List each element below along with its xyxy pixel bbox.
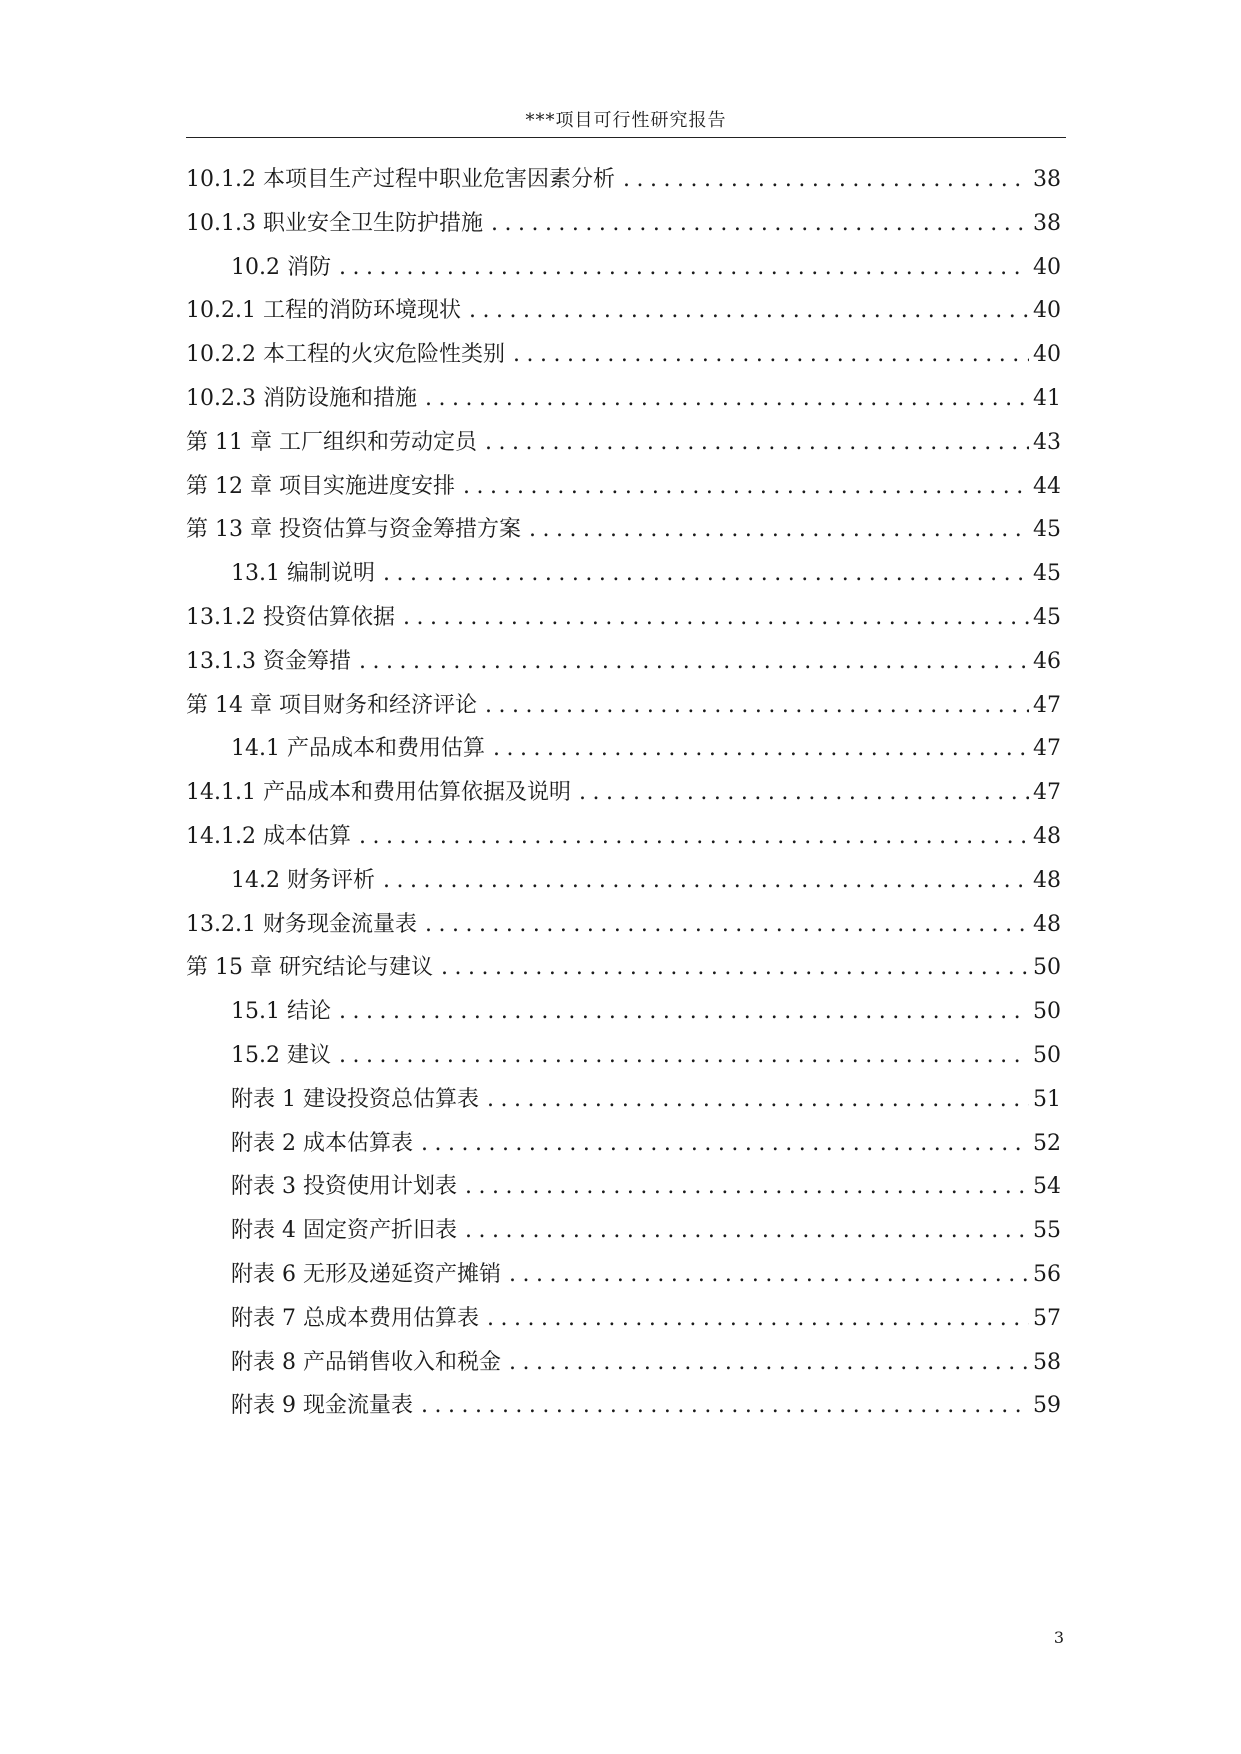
toc-entry-page: 40 — [1033, 298, 1061, 324]
toc-entry-page: 45 — [1033, 517, 1061, 543]
toc-entry-label: 附表 6 无形及递延资产摊销 — [231, 1261, 501, 1287]
toc-leader-dots — [359, 815, 1029, 859]
toc-entry-label: 第 14 章 项目财务和经济评论 — [186, 692, 477, 718]
toc-entry-page: 38 — [1033, 210, 1061, 236]
toc-entry[interactable] — [186, 1297, 1061, 1341]
toc-leader-dots — [421, 1384, 1029, 1428]
toc-entry-page: 55 — [1033, 1218, 1061, 1244]
toc-entry[interactable] — [186, 1341, 1061, 1385]
toc-entry-page: 58 — [1033, 1349, 1061, 1375]
toc-entry-label: 第 15 章 研究结论与建议 — [186, 955, 433, 981]
toc-entry-page: 46 — [1033, 648, 1061, 674]
toc-entry-label: 附表 9 现金流量表 — [231, 1393, 413, 1419]
toc-entry-label: 10.2.1 工程的消防环境现状 — [186, 298, 461, 324]
toc-entry-label: 15.2 建议 — [231, 1042, 331, 1068]
toc-entry[interactable] — [186, 158, 1061, 202]
toc-leader-dots — [509, 1341, 1029, 1385]
toc-entry-page: 45 — [1033, 604, 1061, 630]
toc-leader-dots — [441, 946, 1029, 990]
toc-leader-dots — [491, 202, 1029, 246]
toc-leader-dots — [469, 289, 1029, 333]
toc-entry-page: 50 — [1033, 999, 1061, 1025]
toc-leader-dots — [529, 508, 1029, 552]
toc-leader-dots — [465, 1165, 1029, 1209]
toc-entry-page: 52 — [1033, 1130, 1061, 1156]
toc-leader-dots — [425, 903, 1029, 947]
toc-entry-label: 14.1.2 成本估算 — [186, 823, 351, 849]
toc-entry-page: 44 — [1033, 473, 1061, 499]
toc-leader-dots — [487, 1297, 1029, 1341]
toc-entry-label: 附表 2 成本估算表 — [231, 1130, 413, 1156]
toc-entry-label: 14.1 产品成本和费用估算 — [231, 736, 485, 762]
toc-leader-dots — [463, 465, 1029, 509]
toc-entry-page: 48 — [1033, 823, 1061, 849]
toc-entry-label: 10.2.3 消防设施和措施 — [186, 385, 417, 411]
toc-entry-label: 10.2 消防 — [231, 254, 331, 280]
toc-entry[interactable] — [186, 289, 1061, 333]
toc-leader-dots — [485, 421, 1029, 465]
toc-leader-dots — [485, 684, 1029, 728]
toc-leader-dots — [383, 552, 1029, 596]
toc-entry[interactable] — [186, 202, 1061, 246]
toc-leader-dots — [421, 1122, 1029, 1166]
toc-entry[interactable] — [186, 640, 1061, 684]
header-rule — [186, 137, 1066, 138]
toc-entry[interactable] — [186, 333, 1061, 377]
toc-entry-page: 50 — [1033, 1042, 1061, 1068]
toc-entry-label: 14.1.1 产品成本和费用估算依据及说明 — [186, 780, 571, 806]
toc-entry-label: 10.1.2 本项目生产过程中职业危害因素分析 — [186, 167, 615, 192]
toc-entry-label: 附表 4 固定资产折旧表 — [231, 1218, 457, 1244]
toc-entry-label: 第 13 章 投资估算与资金筹措方案 — [186, 517, 521, 543]
toc-entry-page: 50 — [1033, 955, 1061, 981]
toc-entry-label: 附表 3 投资使用计划表 — [231, 1174, 457, 1200]
toc-leader-dots — [465, 1209, 1029, 1253]
toc-entry-page: 45 — [1033, 561, 1061, 587]
toc-leader-dots — [513, 333, 1029, 377]
toc-entry-label: 附表 1 建设投资总估算表 — [231, 1086, 479, 1112]
toc-entry[interactable] — [186, 815, 1061, 859]
toc-entry-label: 13.1.2 投资估算依据 — [186, 604, 395, 630]
toc-entry-page: 47 — [1033, 692, 1061, 718]
toc-entry[interactable] — [186, 727, 1061, 771]
toc-entry-label: 13.1 编制说明 — [231, 561, 375, 587]
toc-entry-label: 附表 7 总成本费用估算表 — [231, 1305, 479, 1331]
toc-entry[interactable] — [186, 1165, 1061, 1209]
toc-entry-page: 48 — [1033, 911, 1061, 937]
toc-entry-page: 38 — [1033, 167, 1061, 192]
toc-entry-page: 56 — [1033, 1261, 1061, 1287]
toc-leader-dots — [403, 596, 1029, 640]
toc-entry[interactable] — [186, 1034, 1061, 1078]
toc-entry[interactable] — [186, 508, 1061, 552]
toc-entry-label: 14.2 财务评析 — [231, 867, 375, 893]
toc-entry[interactable] — [186, 859, 1061, 903]
toc-leader-dots — [623, 158, 1029, 202]
toc-entry[interactable] — [186, 771, 1061, 815]
toc-entry[interactable] — [186, 421, 1061, 465]
toc-entry-page: 47 — [1033, 780, 1061, 806]
toc-entry[interactable] — [186, 1122, 1061, 1166]
toc-entry[interactable] — [186, 1209, 1061, 1253]
toc-entry[interactable] — [186, 1253, 1061, 1297]
toc-entry-label: 第 11 章 工厂组织和劳动定员 — [186, 429, 477, 455]
table-of-contents — [186, 158, 1061, 1428]
toc-entry[interactable] — [186, 903, 1061, 947]
toc-entry-label: 13.2.1 财务现金流量表 — [186, 911, 417, 937]
toc-leader-dots — [487, 1078, 1029, 1122]
page-number: 3 — [1053, 1628, 1064, 1647]
toc-entry[interactable] — [186, 946, 1061, 990]
toc-entry-page: 41 — [1033, 385, 1061, 411]
toc-entry[interactable] — [186, 596, 1061, 640]
toc-entry-page: 47 — [1033, 736, 1061, 762]
toc-entry-label: 第 12 章 项目实施进度安排 — [186, 473, 455, 499]
toc-leader-dots — [339, 1034, 1029, 1078]
toc-entry[interactable] — [186, 465, 1061, 509]
toc-leader-dots — [493, 727, 1029, 771]
toc-entry[interactable] — [186, 246, 1061, 290]
toc-entry-label: 10.1.3 职业安全卫生防护措施 — [186, 210, 483, 236]
toc-entry[interactable] — [186, 1384, 1061, 1428]
toc-entry-page: 40 — [1033, 254, 1061, 280]
toc-leader-dots — [425, 377, 1029, 421]
toc-leader-dots — [339, 246, 1029, 290]
toc-entry-page: 40 — [1033, 342, 1061, 368]
toc-entry-page: 59 — [1033, 1393, 1061, 1419]
toc-entry-page: 54 — [1033, 1174, 1061, 1200]
toc-entry-page: 57 — [1033, 1305, 1061, 1331]
toc-entry[interactable] — [186, 377, 1061, 421]
toc-entry-label: 10.2.2 本工程的火灾危险性类别 — [186, 342, 505, 368]
toc-leader-dots — [579, 771, 1029, 815]
toc-leader-dots — [359, 640, 1029, 684]
toc-leader-dots — [383, 859, 1029, 903]
running-header: ***项目可行性研究报告 — [525, 110, 727, 131]
toc-leader-dots — [509, 1253, 1029, 1297]
toc-entry[interactable] — [186, 552, 1061, 596]
toc-entry-label: 15.1 结论 — [231, 999, 331, 1025]
toc-entry[interactable] — [186, 684, 1061, 728]
toc-leader-dots — [339, 990, 1029, 1034]
toc-entry[interactable] — [186, 1078, 1061, 1122]
toc-entry-label: 附表 8 产品销售收入和税金 — [231, 1349, 501, 1375]
toc-entry-page: 51 — [1033, 1086, 1061, 1112]
toc-entry-label: 13.1.3 资金筹措 — [186, 648, 351, 674]
toc-entry[interactable] — [186, 990, 1061, 1034]
toc-entry-page: 48 — [1033, 867, 1061, 893]
toc-entry-page: 43 — [1033, 429, 1061, 455]
